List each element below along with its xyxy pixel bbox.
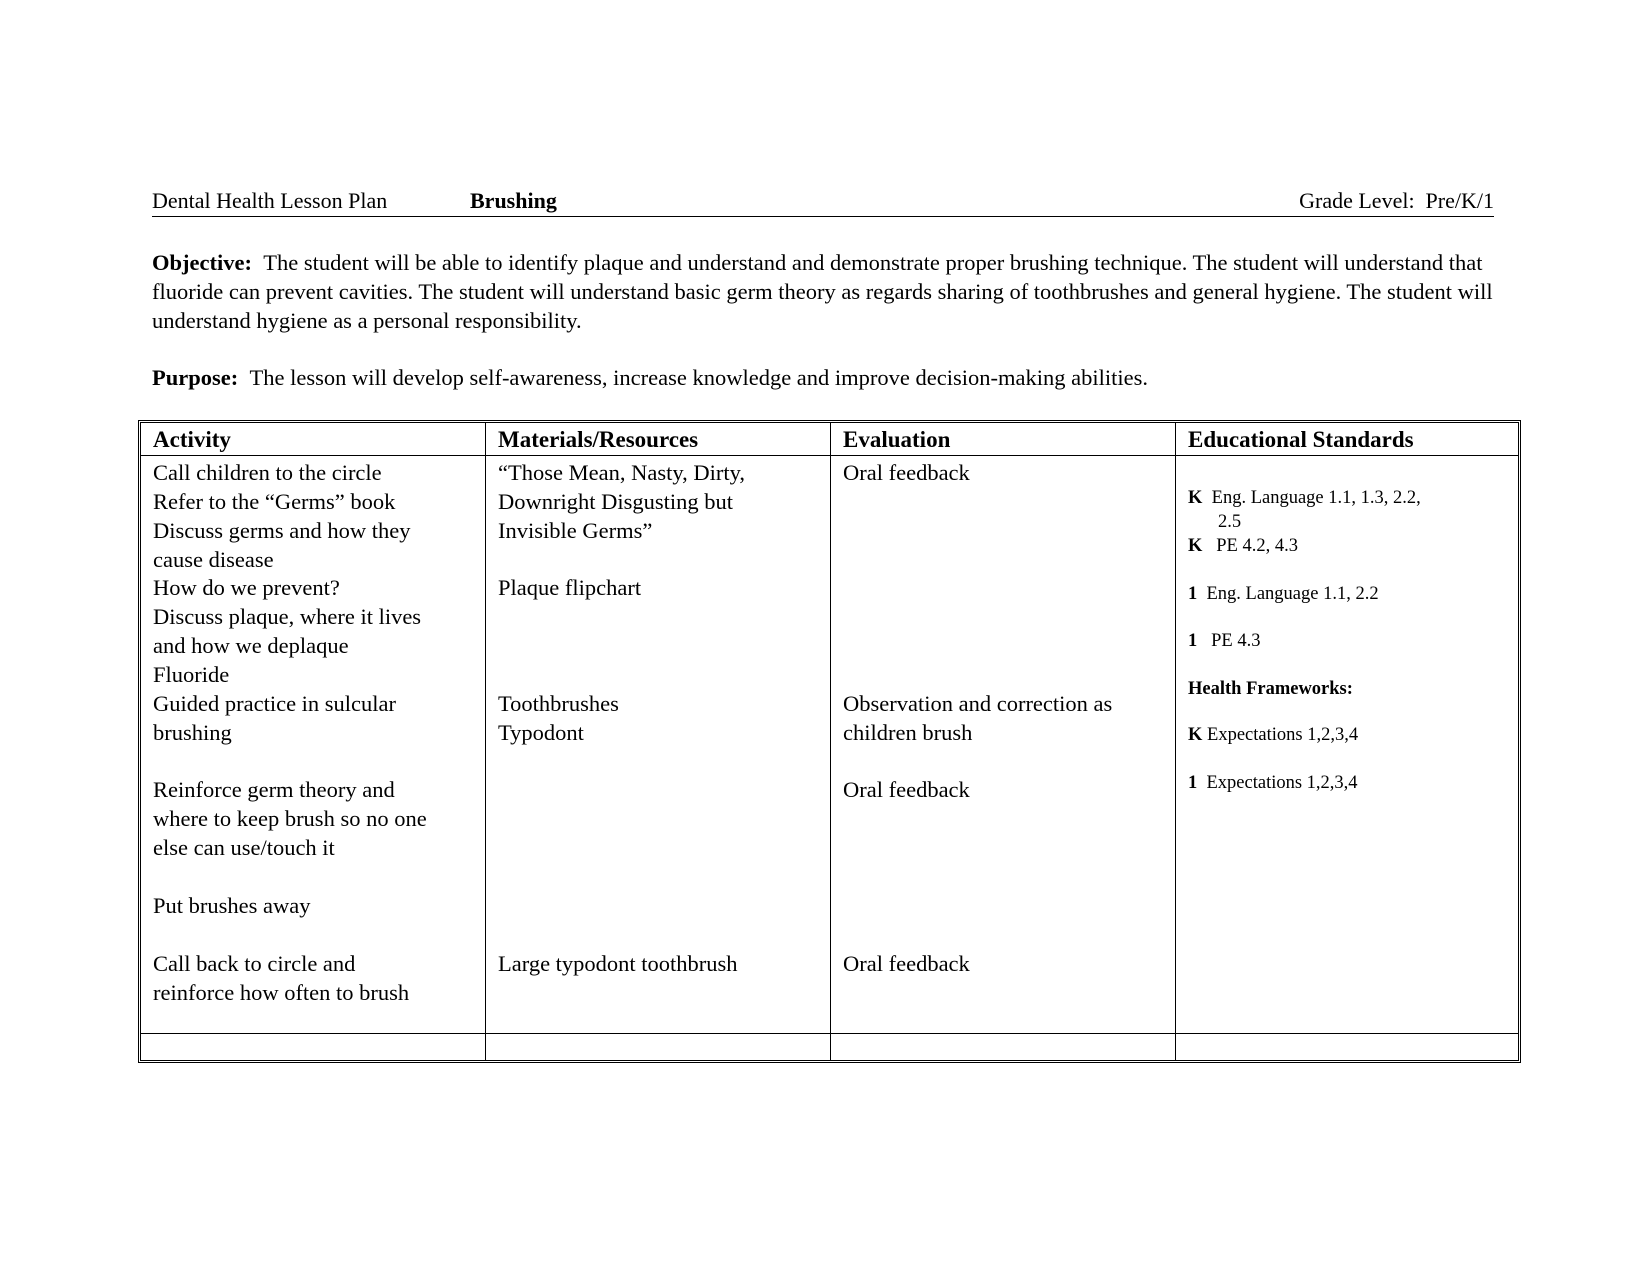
standard-1-eng [1188,582,1379,606]
materials-line: Large typodont toothbrush [498,951,738,976]
standard-1-expectations [1188,771,1358,795]
purpose-text: The lesson will develop self-awareness, increase knowledge and improve decision-making abilities. [249,365,1148,390]
activity-line: Discuss germs and how they [153,518,411,543]
standard-text: Eng. Language 1.1, 2.2 [1206,584,1379,604]
activity-line: Call children to the circle [153,460,382,485]
activity-line: else can use/touch it [153,835,335,860]
standard-1-pe [1188,629,1260,653]
materials-line: Toothbrushes [498,691,619,716]
header-materials: Materials/Resources [498,427,699,452]
activity-line: and how we deplaque [153,633,349,658]
column-divider [485,423,486,1060]
standard-k-eng [1188,486,1421,510]
activity-line: brushing [153,720,232,745]
activity-line: where to keep brush so no one [153,806,427,831]
header-activity: Activity [153,427,231,452]
standard-text: Expectations 1,2,3,4 [1206,773,1358,793]
activity-line: Guided practice in sulcular [153,691,397,716]
grade-label: K [1188,488,1203,508]
materials-line: Typodont [498,720,584,745]
column-divider [1175,423,1176,1060]
document-header [152,186,1494,217]
standard-text: Eng. Language 1.1, 1.3, 2.2, [1211,488,1421,508]
activity-line: Put brushes away [153,893,311,918]
activity-line: Reinforce germ theory and [153,777,395,802]
grade-label: K [1188,725,1203,745]
evaluation-line: Observation and correction as [843,691,1113,716]
standard-k-pe [1188,534,1298,558]
grade-level: Grade Level: Pre/K/1 [1299,188,1494,213]
activity-line: reinforce how often to brush [153,980,410,1005]
standard-text: PE 4.3 [1211,631,1261,651]
activity-line: How do we prevent? [153,575,340,600]
standard-k-expectations [1188,723,1358,747]
materials-line: Plaque flipchart [498,575,642,600]
activity-line: Discuss plaque, where it lives [153,604,422,629]
objective-paragraph [152,248,1497,335]
lesson-title: Brushing [470,188,557,213]
activity-line: cause disease [153,547,274,572]
purpose-label: Purpose: [152,365,239,390]
standard-text: PE 4.2, 4.3 [1216,536,1298,556]
evaluation-line: Oral feedback [843,777,970,802]
evaluation-line: Oral feedback [843,951,970,976]
grade-label: K [1188,536,1203,556]
activity-line: Fluoride [153,662,230,687]
row-divider [141,1033,1518,1034]
materials-line: “Those Mean, Nasty, Dirty, [498,460,746,485]
health-frameworks-heading: Health Frameworks: [1188,679,1353,699]
standard-text: Expectations 1,2,3,4 [1207,725,1359,745]
evaluation-line: children brush [843,720,973,745]
document-subject: Dental Health Lesson Plan [152,188,388,213]
activity-line: Call back to circle and [153,951,356,976]
header-standards: Educational Standards [1188,427,1414,452]
materials-line: Invisible Germs” [498,518,653,543]
objective-text: The student will be able to identify plaque and understand and demonstrate proper brushing technique. The student will understand that fluoride can prevent cavities. The student will understand basic germ theory as regards sharing of toothbrushes and general hygiene. The student will understand hygiene as a personal responsibility. [152,250,1493,333]
column-divider [830,423,831,1060]
evaluation-line: Oral feedback [843,460,970,485]
materials-line: Downright Disgusting but [498,489,734,514]
lesson-table [138,420,1521,1063]
header-evaluation: Evaluation [843,427,951,452]
grade-label: 1 [1188,773,1198,793]
purpose-paragraph [152,363,1497,392]
grade-label: 1 [1188,631,1198,651]
objective-label: Objective: [152,250,252,275]
grade-label: 1 [1188,584,1198,604]
standard-continuation: 2.5 [1218,512,1242,532]
activity-line: Refer to the “Germs” book [153,489,396,514]
